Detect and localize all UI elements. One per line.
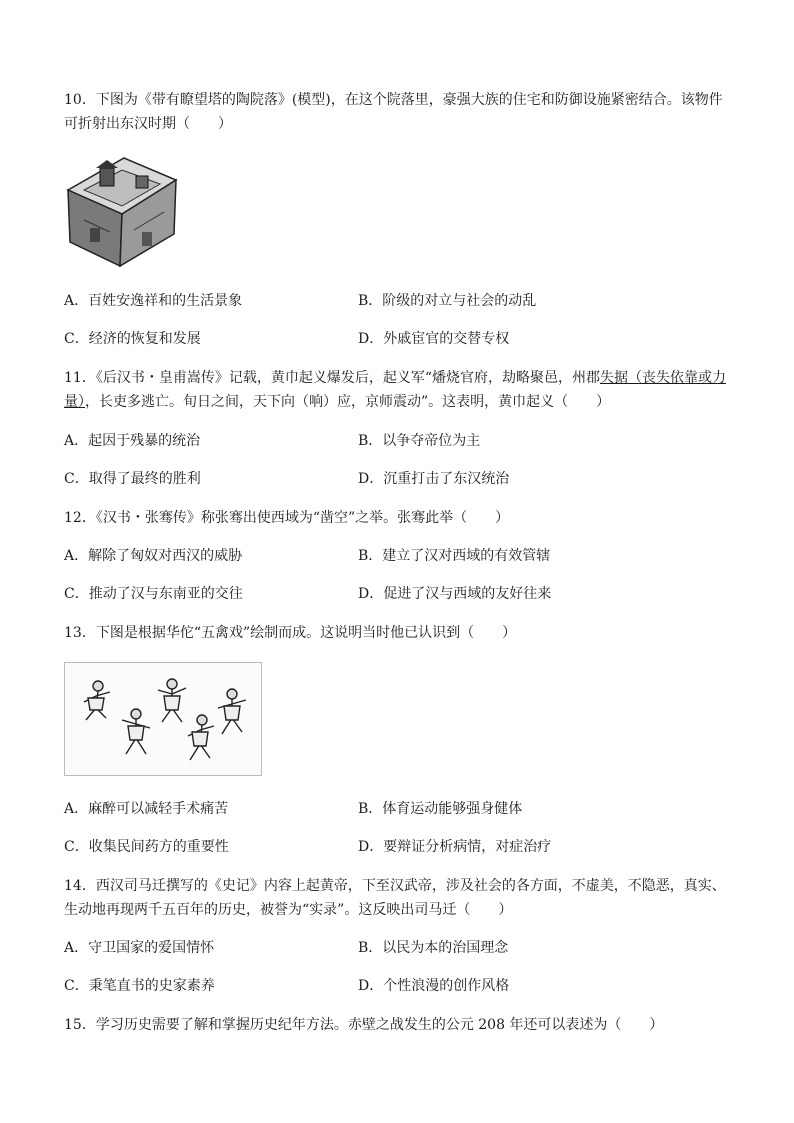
q13-option-c: C．收集民间药方的重要性 xyxy=(64,839,229,855)
q12-option-c: C．推动了汉与东南亚的交往 xyxy=(64,586,243,602)
q11-stem-part1: 11．《后汉书・皇甫嵩传》记载，黄巾起义爆发后，起义军“燔烧官府，劫略聚邑，州郡 xyxy=(64,370,600,386)
q12-option-d: D．促进了汉与西域的友好往来 xyxy=(358,586,552,602)
q11-option-a: A．起因于残暴的统治 xyxy=(64,433,201,449)
q10-option-c: C．经济的恢复和发展 xyxy=(64,331,201,347)
q14-option-c: C．秉笔直书的史家素养 xyxy=(64,978,215,994)
q14-option-b: B．以民为本的治国理念 xyxy=(358,940,509,956)
q10-option-d: D．外戚宦官的交替专权 xyxy=(358,331,510,347)
q11-option-c: C．取得了最终的胜利 xyxy=(64,471,201,487)
q14-option-a: A．守卫国家的爱国情怀 xyxy=(64,940,215,956)
q10-option-b: B．阶级的对立与社会的动乱 xyxy=(358,293,537,309)
question-13-stem: 13．下图是根据华佗“五禽戏”绘制而成。这说明当时他已认识到（ ） xyxy=(64,625,517,641)
question-15-stem: 15．学习历史需要了解和掌握历史纪年方法。赤壁之战发生的公元 208 年还可以表述为（ ） xyxy=(64,1017,664,1033)
question-11-stem xyxy=(64,366,734,414)
q10-option-a: A．百姓安逸祥和的生活景象 xyxy=(64,293,243,309)
q13-option-d: D．要辩证分析病情，对症治疗 xyxy=(358,839,552,855)
q11-option-b: B．以争夺帝位为主 xyxy=(358,433,481,449)
five-animals-exercise-image xyxy=(64,662,262,776)
q11-option-d: D．沉重打击了东汉统治 xyxy=(358,471,510,487)
question-14-stem: 14．西汉司马迁撰写的《史记》内容上起黄帝，下至汉武帝，涉及社会的各方面，不虚美，不隐恶，真实、生动地再现两千五百年的历史，被誉为“实录”。这反映出司马迁（ ） xyxy=(64,878,726,918)
q14-option-d: D．个性浪漫的创作风格 xyxy=(358,978,510,994)
q13-option-a: A．麻醉可以减轻手术痛苦 xyxy=(64,801,229,817)
pottery-courtyard-model-image xyxy=(64,150,180,272)
q12-option-a: A．解除了匈奴对西汉的威胁 xyxy=(64,548,243,564)
q11-stem-underlined-note: 失据（丧失依靠或力量） xyxy=(64,370,726,410)
question-12-stem: 12．《汉书・张骞传》称张骞出使西域为“凿空”之举。张骞此举（ ） xyxy=(64,510,510,526)
q13-option-b: B．体育运动能够强身健体 xyxy=(358,801,523,817)
question-10-stem: 10．下图为《带有瞭望塔的陶院落》(模型)，在这个院落里，豪强大族的住宅和防御设施紧密结合。该物件可折射出东汉时期（ ） xyxy=(64,92,723,132)
q12-option-b: B．建立了汉对西域的有效管辖 xyxy=(358,548,551,564)
q11-stem-part2: ，长吏多逃亡。旬日之间，天下向（响）应，京师震动”。这表明，黄巾起义（ ） xyxy=(85,394,611,410)
